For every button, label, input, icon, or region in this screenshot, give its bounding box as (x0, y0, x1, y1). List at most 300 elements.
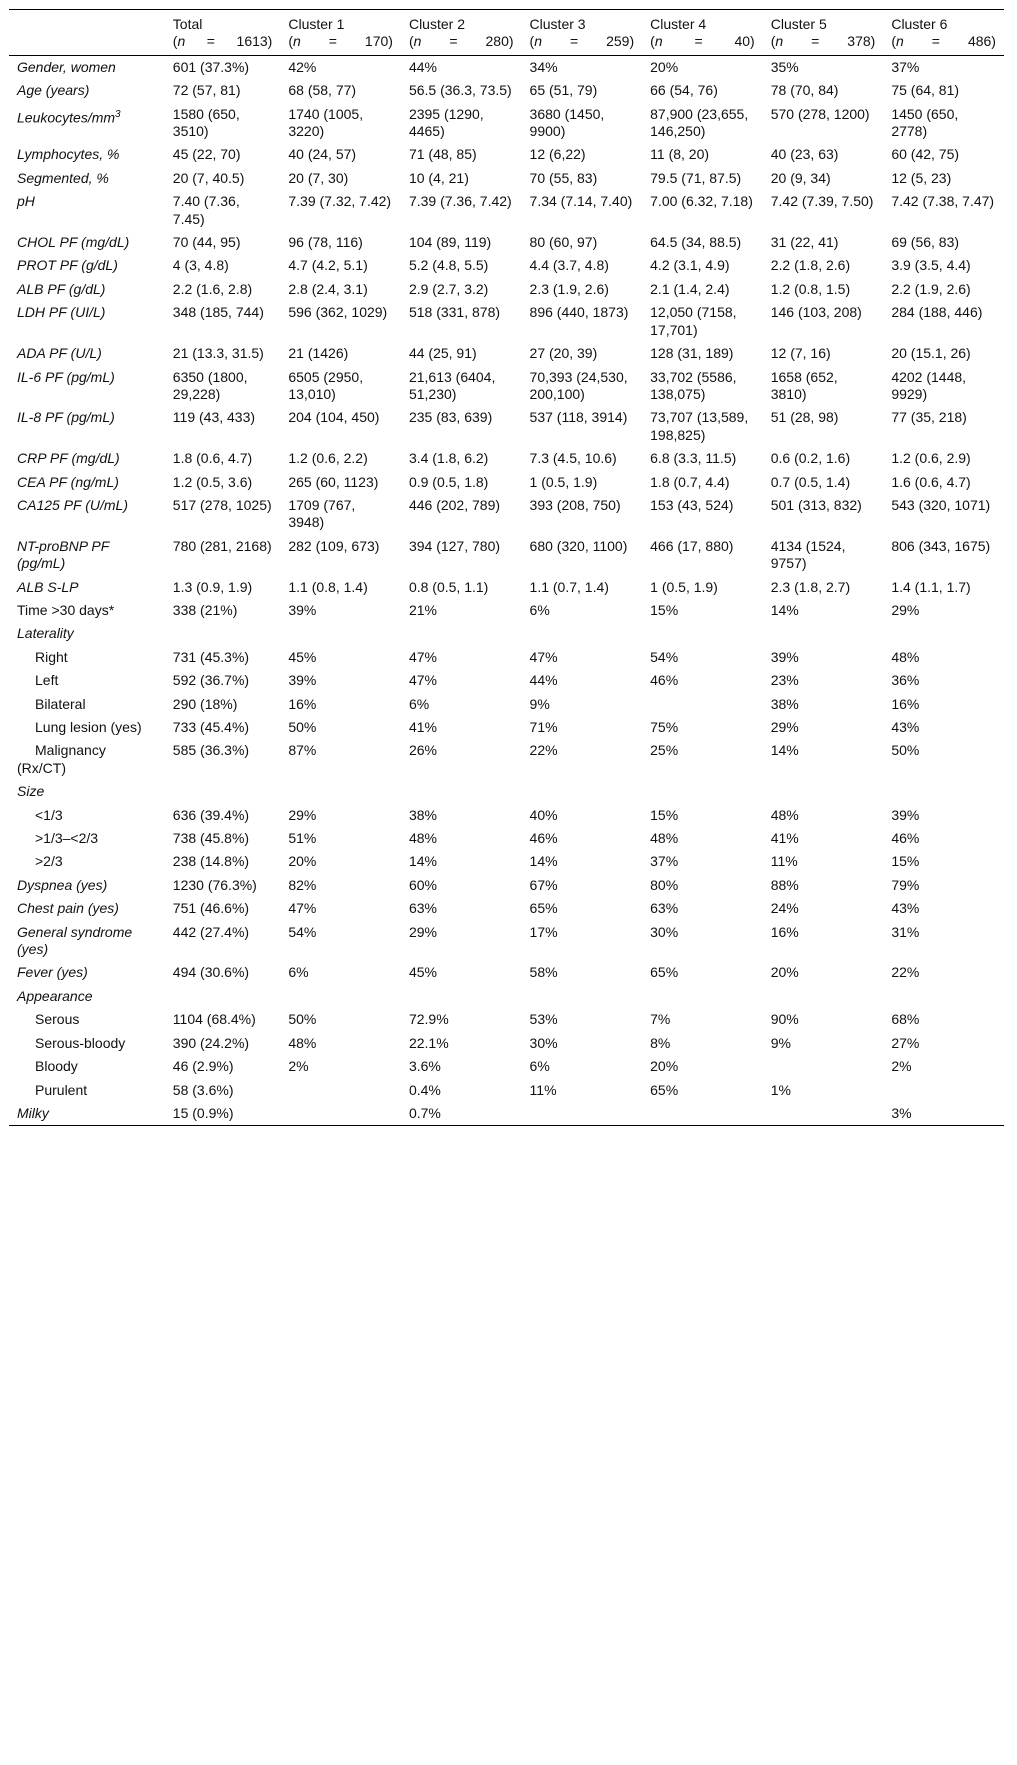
table-cell: 7.39 (7.36, 7.42) (408, 193, 512, 210)
row-label (9, 1032, 165, 1055)
row-label-text: Lymphocytes, % (17, 146, 120, 163)
row-label-text: Segmented, % (17, 169, 109, 186)
table-cell: 20 (9, 34) (770, 169, 831, 186)
table-cell: 517 (278, 1025) (172, 496, 272, 513)
table-cell (165, 985, 281, 1008)
table-cell: 80% (650, 876, 679, 893)
table-row (9, 874, 1004, 897)
table-cell: 43% (891, 900, 920, 917)
table-cell: 442 (27.4%) (172, 923, 250, 940)
table-cell: 71% (529, 719, 558, 735)
table-cell: 60 (42, 75) (891, 146, 960, 163)
table-cell: 494 (30.6%) (172, 964, 250, 981)
table-cell: 2.2 (1.8, 2.6) (770, 257, 851, 274)
table-cell: 2.2 (1.6, 2.8) (172, 280, 253, 297)
table-cell: 1.2 (0.5, 3.6) (172, 473, 253, 490)
table-cell: 12,050 (7158, 17,701) (650, 304, 737, 338)
row-label (9, 366, 165, 407)
row-label (9, 985, 165, 1008)
table-cell: 90% (770, 1011, 799, 1028)
table-cell: 22% (529, 742, 558, 759)
n-open-paren: ( (650, 33, 655, 50)
table-cell: 65% (650, 964, 679, 981)
column-header-name: Cluster 4 (650, 16, 707, 32)
table-cell: 46% (650, 672, 679, 689)
table-cell: 46 (2.9%) (172, 1058, 234, 1075)
table-cell: 390 (24.2%) (172, 1034, 250, 1051)
table-cell: 1230 (76.3%) (172, 876, 257, 893)
table-cell: 12 (5, 23) (891, 169, 952, 186)
column-header-name: Cluster 3 (529, 16, 586, 32)
table-cell: 7.42 (7.38, 7.47) (891, 193, 995, 210)
table-cell: 20 (7, 40.5) (172, 169, 245, 186)
table-row (9, 167, 1004, 190)
table-row (9, 739, 1004, 780)
row-label (9, 739, 165, 780)
table-cell: 0.7% (408, 1104, 441, 1121)
table-cell: 78 (70, 84) (770, 82, 839, 99)
table-cell: 58% (529, 964, 558, 981)
n-equals: = (694, 33, 703, 50)
table-cell: 73,707 (13,589, 198,825) (650, 409, 749, 443)
table-cell: 12 (7, 16) (770, 345, 831, 362)
table-cell: 11 (8, 20) (650, 146, 710, 163)
header-row (9, 10, 1004, 56)
table-cell: 2.3 (1.8, 2.7) (770, 578, 851, 595)
column-header-name: Total (172, 16, 203, 32)
table-cell: 48% (288, 1034, 317, 1051)
table-cell: 63% (650, 900, 679, 917)
table-cell: 585 (36.3%) (172, 742, 250, 759)
table-cell: 24% (770, 900, 799, 917)
table-cell (280, 1079, 401, 1102)
table-cell: 50% (288, 1011, 317, 1028)
table-cell: 21 (13.3, 31.5) (172, 345, 264, 362)
table-cell (401, 985, 522, 1008)
table-row (9, 646, 1004, 669)
table-cell: 733 (45.4%) (172, 719, 250, 735)
column-header-n (771, 33, 876, 50)
column-header-name: Cluster 5 (770, 16, 827, 32)
table-cell: 7.3 (4.5, 10.6) (529, 450, 617, 467)
row-label (9, 494, 165, 535)
row-label-text: pH (17, 193, 35, 210)
section-header-row (9, 622, 1004, 645)
table-cell: 0.8 (0.5, 1.1) (408, 578, 489, 595)
table-cell: 69 (56, 83) (891, 234, 960, 251)
table-cell: 20% (288, 853, 317, 870)
table-cell: 27% (891, 1034, 920, 1051)
table-cell: 25% (650, 742, 679, 759)
table-cell: 466 (17, 880) (650, 537, 734, 554)
table-cell: 88% (770, 876, 799, 893)
table-cell (763, 1055, 884, 1078)
table-cell: 47% (288, 900, 317, 917)
table-cell: 37% (650, 853, 679, 870)
table-cell: 70,393 (24,530, 200,100) (529, 368, 628, 402)
row-label-text: Time >30 days* (17, 601, 115, 618)
table-cell: 31 (22, 41) (770, 234, 839, 251)
table-cell (401, 622, 522, 645)
table-row (9, 535, 1004, 576)
row-label (9, 780, 165, 803)
row-label-text: CEA PF (ng/mL) (17, 473, 119, 490)
table-cell: 75 (64, 81) (891, 82, 960, 99)
table-cell: 2% (891, 1058, 912, 1075)
n-letter: n (775, 33, 784, 50)
n-value: 170) (364, 33, 393, 50)
row-label (9, 827, 165, 850)
row-label-text: Laterality (17, 625, 74, 642)
table-cell: 1104 (68.4%) (172, 1011, 256, 1028)
n-open-paren: ( (288, 33, 294, 50)
column-header-cluster-4 (642, 10, 763, 56)
table-cell: 2395 (1290, 4465) (408, 105, 484, 140)
table-cell: 1 (0.5, 1.9) (650, 578, 718, 595)
table-cell (280, 1102, 401, 1126)
table-cell: 70 (55, 83) (529, 169, 598, 186)
n-equals: = (811, 33, 820, 50)
column-header-n (288, 33, 393, 50)
table-cell: 284 (188, 446) (891, 304, 983, 321)
row-label-text: Right (35, 648, 68, 665)
table-cell (280, 622, 401, 645)
row-label (9, 961, 165, 984)
table-cell (401, 780, 522, 803)
table-cell: 8% (650, 1034, 671, 1051)
table-cell: 77 (35, 218) (891, 409, 967, 426)
table-cell (763, 985, 884, 1008)
table-cell: 45 (22, 70) (172, 146, 241, 163)
table-cell: 7% (650, 1011, 671, 1028)
row-label (9, 190, 165, 231)
table-cell: 1.8 (0.6, 4.7) (172, 450, 253, 467)
table-cell: 6% (529, 601, 550, 618)
row-label-text: Purulent (35, 1081, 88, 1098)
table-cell: 7.40 (7.36, 7.45) (172, 193, 240, 227)
table-cell: 35% (770, 58, 799, 75)
row-label (9, 1079, 165, 1102)
row-label (9, 693, 165, 716)
table-cell: 43% (891, 719, 920, 735)
row-label-text: General syndrome (yes) (17, 923, 133, 958)
table-cell: 42% (288, 58, 317, 75)
table-cell: 153 (43, 524) (650, 496, 734, 513)
table-cell: 3.6% (408, 1058, 441, 1075)
table-cell: 46% (891, 830, 920, 847)
table-cell: 6% (408, 695, 430, 712)
table-cell: 11% (529, 1081, 557, 1098)
table-cell: 5.2 (4.8, 5.5) (408, 257, 489, 274)
n-open-paren: ( (529, 33, 535, 50)
column-header-total (165, 10, 281, 56)
table-cell (165, 780, 281, 803)
row-label-text: >2/3 (35, 853, 63, 870)
table-row (9, 406, 1004, 447)
table-row (9, 1102, 1004, 1126)
n-value: 486) (967, 33, 996, 50)
table-cell (763, 780, 884, 803)
table-cell: 21% (408, 601, 437, 618)
table-cell: 15% (650, 806, 679, 823)
table-cell: 17% (529, 923, 558, 940)
table-cell: 48% (891, 648, 920, 665)
table-cell: 41% (408, 719, 437, 735)
table-cell: 30% (529, 1034, 558, 1051)
n-equals: = (449, 33, 458, 50)
table-header (9, 10, 1004, 56)
table-cell: 2.8 (2.4, 3.1) (288, 280, 368, 297)
table-row (9, 494, 1004, 535)
row-label-text: Milky (17, 1104, 49, 1121)
row-label-text: Chest pain (yes) (17, 900, 119, 917)
table-cell: 4.2 (3.1, 4.9) (650, 257, 730, 274)
table-cell (522, 622, 643, 645)
table-cell: 22% (891, 964, 920, 981)
table-cell: 146 (103, 208) (770, 304, 862, 321)
table-cell: 9% (529, 695, 550, 712)
row-label-text: Leukocytes/mm (17, 109, 116, 126)
table-cell: 58 (3.6%) (172, 1081, 234, 1098)
table-cell: 22.1% (408, 1034, 449, 1051)
table-row (9, 961, 1004, 984)
table-cell: 3680 (1450, 9900) (529, 105, 605, 140)
table-cell: 6505 (2950, 13,010) (288, 368, 364, 402)
table-cell: 45% (408, 964, 437, 981)
column-header-name: Cluster 6 (891, 16, 948, 32)
table-cell: 20% (650, 58, 679, 75)
table-cell: 29% (288, 806, 317, 823)
table-cell: 601 (37.3%) (172, 58, 250, 75)
row-label (9, 669, 165, 692)
table-cell (642, 622, 763, 645)
table-cell: 45% (288, 648, 317, 665)
row-label-text: >1/3–<2/3 (35, 830, 99, 847)
column-header-name: Cluster 1 (288, 16, 345, 32)
table-cell (883, 622, 1004, 645)
table-cell: 4.4 (3.7, 4.8) (529, 257, 609, 274)
table-row (9, 897, 1004, 920)
table-row (9, 693, 1004, 716)
row-label (9, 471, 165, 494)
row-label (9, 921, 165, 962)
table-cell: 72.9% (408, 1011, 449, 1028)
table-cell: 44 (25, 91) (408, 345, 477, 362)
column-header-cluster-5 (763, 10, 884, 56)
table-cell: 39% (770, 648, 799, 665)
row-label (9, 1102, 165, 1126)
table-cell: 14% (529, 853, 558, 870)
table-cell: 26% (408, 742, 437, 759)
table-cell: 394 (127, 780) (408, 537, 501, 554)
table-cell: 16% (288, 695, 317, 712)
row-label (9, 1055, 165, 1078)
table-row (9, 190, 1004, 231)
row-label-text: Gender, women (17, 58, 116, 75)
table-cell: 44% (529, 672, 558, 689)
row-label-text: IL-8 PF (pg/mL) (17, 409, 115, 426)
table-row (9, 1055, 1004, 1078)
table-cell: 56.5 (36.3, 73.5) (408, 82, 512, 99)
table-cell: 592 (36.7%) (172, 672, 250, 689)
table-cell: 7.34 (7.14, 7.40) (529, 193, 633, 210)
table-cell: 16% (891, 695, 920, 712)
table-cell: 40% (529, 806, 558, 823)
table-row (9, 599, 1004, 622)
table-cell: 20% (770, 964, 799, 981)
row-label (9, 301, 165, 342)
row-label (9, 850, 165, 873)
table-cell (280, 780, 401, 803)
table-cell: 54% (288, 923, 317, 940)
table-cell: 3.9 (3.5, 4.4) (891, 257, 971, 274)
column-header-n (650, 33, 755, 50)
table-row (9, 1032, 1004, 1055)
table-row (9, 471, 1004, 494)
table-cell: 40 (23, 63) (770, 146, 839, 163)
row-label (9, 1008, 165, 1031)
table-cell: 4202 (1448, 9929) (891, 368, 967, 402)
table-cell: 6% (288, 964, 309, 981)
table-cell: 51% (288, 830, 317, 847)
row-label (9, 55, 165, 79)
table-cell: 2.9 (2.7, 3.2) (408, 280, 489, 297)
column-header-n (409, 33, 514, 50)
row-label (9, 254, 165, 277)
row-label-text: Size (17, 783, 45, 800)
table-cell: 14% (770, 742, 799, 759)
table-cell: 7.42 (7.39, 7.50) (770, 193, 874, 210)
table-cell: 71 (48, 85) (408, 146, 477, 163)
table-cell: 79% (891, 876, 920, 893)
table-cell: 31% (891, 923, 920, 940)
table-cell: 751 (46.6%) (172, 900, 250, 917)
table-cell: 1709 (767, 3948) (288, 496, 356, 531)
table-cell: 53% (529, 1011, 558, 1028)
table-cell: 4.7 (4.2, 5.1) (288, 257, 368, 274)
table-cell: 87,900 (23,655, 146,250) (650, 105, 749, 140)
column-header-n (173, 33, 273, 50)
table-cell: 65 (51, 79) (529, 82, 598, 99)
n-letter: n (896, 33, 904, 50)
column-header-cluster-1 (280, 10, 401, 56)
table-cell: 0.9 (0.5, 1.8) (408, 473, 489, 490)
row-label (9, 103, 165, 144)
table-cell: 63% (408, 900, 437, 917)
table-cell (165, 622, 281, 645)
table-row (9, 716, 1004, 739)
row-label (9, 622, 165, 645)
table-row (9, 231, 1004, 254)
row-label (9, 716, 165, 739)
table-cell (522, 780, 643, 803)
n-equals: = (569, 33, 579, 50)
row-label (9, 406, 165, 447)
section-header-row (9, 780, 1004, 803)
table-cell: 1 (0.5, 1.9) (529, 473, 598, 490)
row-label-superscript: 3 (115, 108, 121, 120)
table-cell: 48% (770, 806, 799, 823)
n-value: 378) (847, 33, 876, 50)
table-cell (883, 1079, 1004, 1102)
row-label (9, 535, 165, 576)
table-cell: 54% (650, 648, 679, 665)
table-cell: 14% (408, 853, 437, 870)
table-cell: 46% (529, 830, 558, 847)
row-label (9, 599, 165, 622)
row-label-text: Bilateral (35, 695, 86, 712)
n-equals: = (206, 33, 215, 50)
row-label-text: Left (35, 672, 59, 689)
row-label-text: Serous (35, 1011, 80, 1028)
n-open-paren: ( (172, 33, 178, 50)
column-header-name: Cluster 2 (408, 16, 465, 32)
table-cell: 96 (78, 116) (288, 234, 363, 251)
row-label-text: Lung lesion (yes) (35, 719, 142, 735)
table-cell: 48% (650, 830, 679, 847)
table-cell: 50% (891, 742, 920, 759)
n-letter: n (293, 33, 301, 50)
table-cell: 6% (529, 1058, 550, 1075)
row-label-text: <1/3 (35, 806, 63, 823)
table-row (9, 850, 1004, 873)
row-label (9, 231, 165, 254)
row-label (9, 278, 165, 301)
row-label-text: ALB S-LP (17, 578, 79, 595)
table-row (9, 278, 1004, 301)
table-cell: 0.7 (0.5, 1.4) (770, 473, 851, 490)
row-label (9, 646, 165, 669)
table-row (9, 254, 1004, 277)
table-cell: 70 (44, 95) (172, 234, 241, 251)
table-cell: 41% (770, 830, 799, 847)
table-row (9, 366, 1004, 407)
table-cell: 104 (89, 119) (408, 234, 492, 251)
section-header-row (9, 985, 1004, 1008)
table-cell: 204 (104, 450) (288, 409, 380, 426)
row-label (9, 79, 165, 102)
table-cell: 6.8 (3.3, 11.5) (650, 450, 737, 467)
table-cell: 1658 (652, 3810) (770, 368, 838, 402)
table-cell: 37% (891, 58, 920, 75)
table-row (9, 342, 1004, 365)
row-label-text: IL-6 PF (pg/mL) (17, 368, 115, 385)
n-letter: n (177, 33, 186, 50)
table-cell: 1.8 (0.7, 4.4) (650, 473, 730, 490)
table-cell: 29% (770, 719, 799, 735)
table-cell (642, 780, 763, 803)
table-row (9, 669, 1004, 692)
table-cell: 20 (15.1, 26) (891, 345, 971, 362)
n-value: 280) (485, 33, 514, 50)
table-cell (642, 1102, 763, 1126)
table-cell (522, 1102, 643, 1126)
table-cell: 38% (408, 806, 437, 823)
table-row (9, 55, 1004, 79)
row-label-text: Serous-bloody (35, 1034, 126, 1051)
table-cell: 896 (440, 1873) (529, 304, 629, 321)
table-cell: 0.6 (0.2, 1.6) (770, 450, 851, 467)
table-cell: 68% (891, 1011, 920, 1028)
table-cell: 1450 (650, 2778) (891, 105, 959, 140)
n-value: 259) (606, 33, 635, 50)
table-cell: 1.1 (0.8, 1.4) (288, 578, 368, 595)
row-label-text: ADA PF (U/L) (17, 345, 102, 362)
table-cell: 68 (58, 77) (288, 82, 357, 99)
table-cell: 537 (118, 3914) (529, 409, 628, 426)
table-cell: 680 (320, 1100) (529, 537, 628, 554)
table-cell: 636 (39.4%) (172, 806, 250, 823)
